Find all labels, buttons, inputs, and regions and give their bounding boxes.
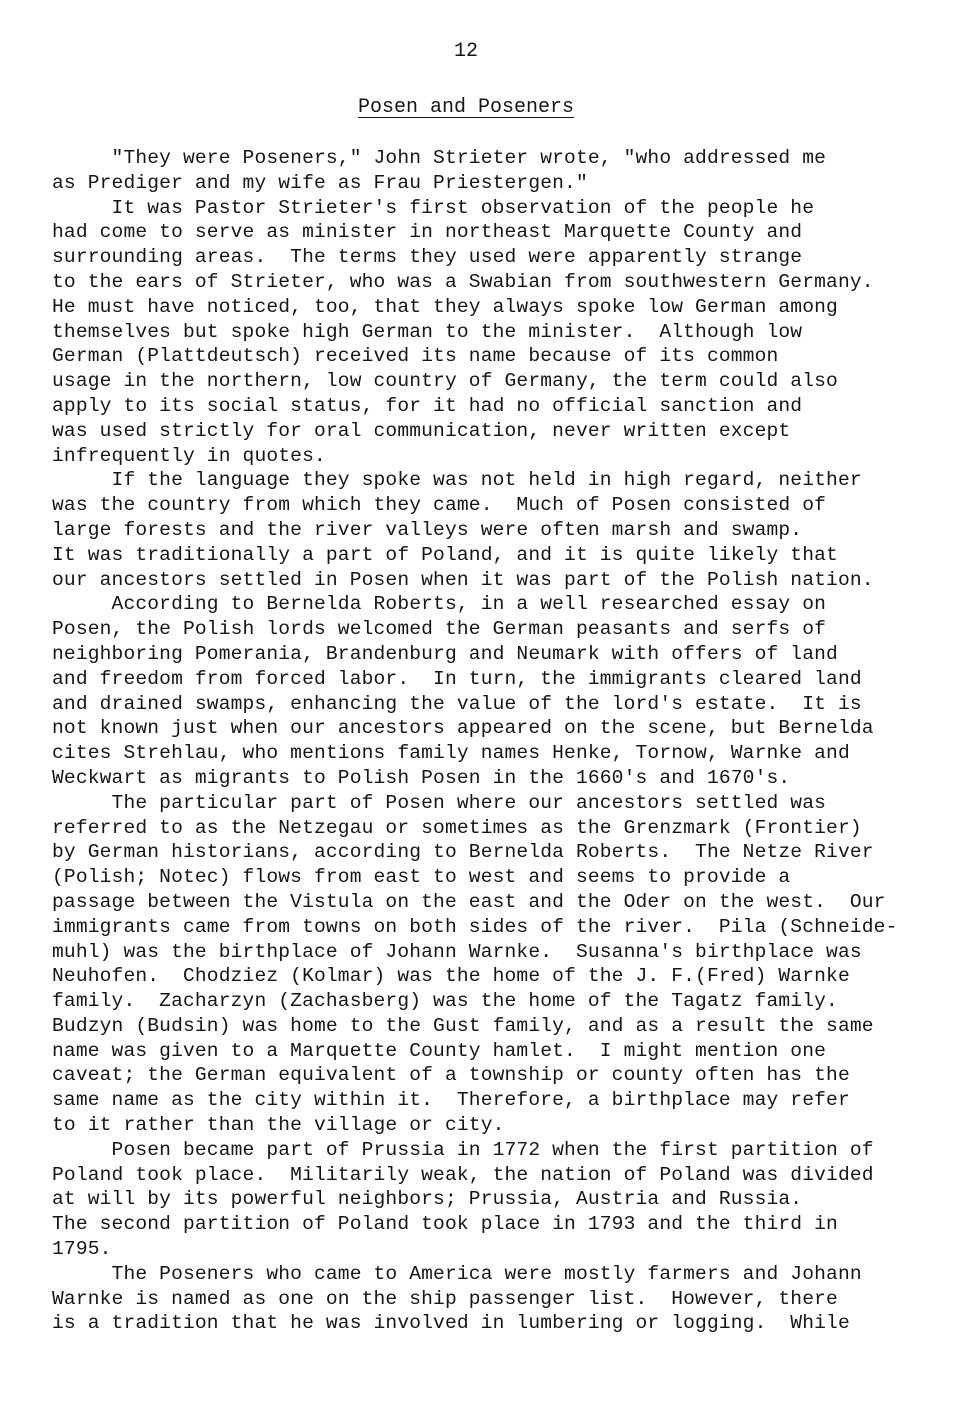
text-line: to it rather than the village or city. bbox=[52, 1114, 505, 1137]
page-number: 12 bbox=[453, 40, 478, 63]
text-line: our ancestors settled in Posen when it was part of the Polish nation. bbox=[52, 568, 874, 591]
text-line: If the language they spoke was not held in high regard, neither bbox=[52, 469, 862, 492]
text-line: Poland took place. Militarily weak, the nation of Poland was divided bbox=[52, 1163, 874, 1186]
text-line: 1795. bbox=[52, 1238, 112, 1261]
text-line: It was Pastor Strieter's first observation of the people he bbox=[52, 196, 815, 219]
text-line: at will by its powerful neighbors; Prussia, Austria and Russia. bbox=[52, 1188, 803, 1211]
text-line: (Polish; Notec) flows from east to west and seems to provide a bbox=[52, 866, 791, 889]
text-line: by German historians, according to Bernelda Roberts. The Netze River bbox=[52, 841, 874, 864]
text-line: apply to its social status, for it had no official sanction and bbox=[52, 394, 803, 417]
text-line: German (Plattdeutsch) received its name because of its common bbox=[52, 345, 779, 368]
text-line: had come to serve as minister in northeast Marquette County and bbox=[52, 221, 803, 244]
text-line: Posen became part of Prussia in 1772 when the first partition of bbox=[52, 1138, 874, 1161]
text-line: family. Zacharzyn (Zachasberg) was the home of the Tagatz family. bbox=[52, 990, 838, 1013]
text-line: neighboring Pomerania, Brandenburg and Neumark with offers of land bbox=[52, 642, 838, 665]
body-text bbox=[52, 146, 957, 1336]
text-line: themselves but spoke high German to the minister. Although low bbox=[52, 320, 803, 343]
text-line: Posen, the Polish lords welcomed the German peasants and serfs of bbox=[52, 618, 827, 641]
text-line: is a tradition that he was involved in lumbering or logging. While bbox=[52, 1312, 850, 1335]
text-line: According to Bernelda Roberts, in a well researched essay on bbox=[52, 593, 827, 616]
text-line: to the ears of Strieter, who was a Swabian from southwestern Germany. bbox=[52, 270, 874, 293]
text-line: immigrants came from towns on both sides of the river. Pila (Schneide- bbox=[52, 915, 898, 938]
text-line: The Poseners who came to America were mostly farmers and Johann bbox=[52, 1262, 862, 1285]
text-line: muhl) was the birthplace of Johann Warnke. Susanna's birthplace was bbox=[52, 940, 862, 963]
text-line: not known just when our ancestors appeared on the scene, but Bernelda bbox=[52, 717, 874, 740]
text-line: Neuhofen. Chodziez (Kolmar) was the home of the J. F.(Fred) Warnke bbox=[52, 965, 850, 988]
text-line: Warnke is named as one on the ship passenger list. However, there bbox=[52, 1287, 838, 1310]
text-line: The particular part of Posen where our ancestors settled was bbox=[52, 791, 827, 814]
text-line: Budzyn (Budsin) was home to the Gust family, and as a result the same bbox=[52, 1014, 874, 1037]
text-line: "They were Poseners," John Strieter wrote, "who addressed me bbox=[52, 147, 827, 169]
text-line: passage between the Vistula on the east and the Oder on the west. Our bbox=[52, 890, 886, 913]
text-line: referred to as the Netzegau or sometimes as the Grenzmark (Frontier) bbox=[52, 816, 862, 839]
text-line: same name as the city within it. Therefore, a birthplace may refer bbox=[52, 1089, 850, 1112]
text-line: usage in the northern, low country of Germany, the term could also bbox=[52, 370, 838, 393]
text-line: and freedom from forced labor. In turn, the immigrants cleared land bbox=[52, 667, 862, 690]
text-line: cites Strehlau, who mentions family names Henke, Tornow, Warnke and bbox=[52, 742, 850, 765]
page-title bbox=[0, 94, 932, 122]
text-line: surrounding areas. The terms they used were apparently strange bbox=[52, 246, 803, 269]
text-line: was used strictly for oral communication, never written except bbox=[52, 419, 791, 442]
text-line: name was given to a Marquette County hamlet. I might mention one bbox=[52, 1039, 827, 1062]
text-line: infrequently in quotes. bbox=[52, 444, 326, 467]
text-line: Weckwart as migrants to Polish Posen in the 1660's and 1670's. bbox=[52, 766, 791, 789]
text-line: caveat; the German equivalent of a township or county often has the bbox=[52, 1064, 850, 1087]
text-line: The second partition of Poland took place in 1793 and the third in bbox=[52, 1213, 838, 1236]
text-line: He must have noticed, too, that they always spoke low German among bbox=[52, 295, 838, 318]
text-line: It was traditionally a part of Poland, and it is quite likely that bbox=[52, 543, 838, 566]
text-line: was the country from which they came. Much of Posen consisted of bbox=[52, 494, 827, 517]
page-title-text: Posen and Poseners bbox=[357, 96, 575, 119]
text-line: and drained swamps, enhancing the value of the lord's estate. It is bbox=[52, 692, 862, 715]
text-line: as Prediger and my wife as Frau Priestergen." bbox=[52, 171, 588, 194]
text-line: large forests and the river valleys were often marsh and swamp. bbox=[52, 518, 803, 541]
